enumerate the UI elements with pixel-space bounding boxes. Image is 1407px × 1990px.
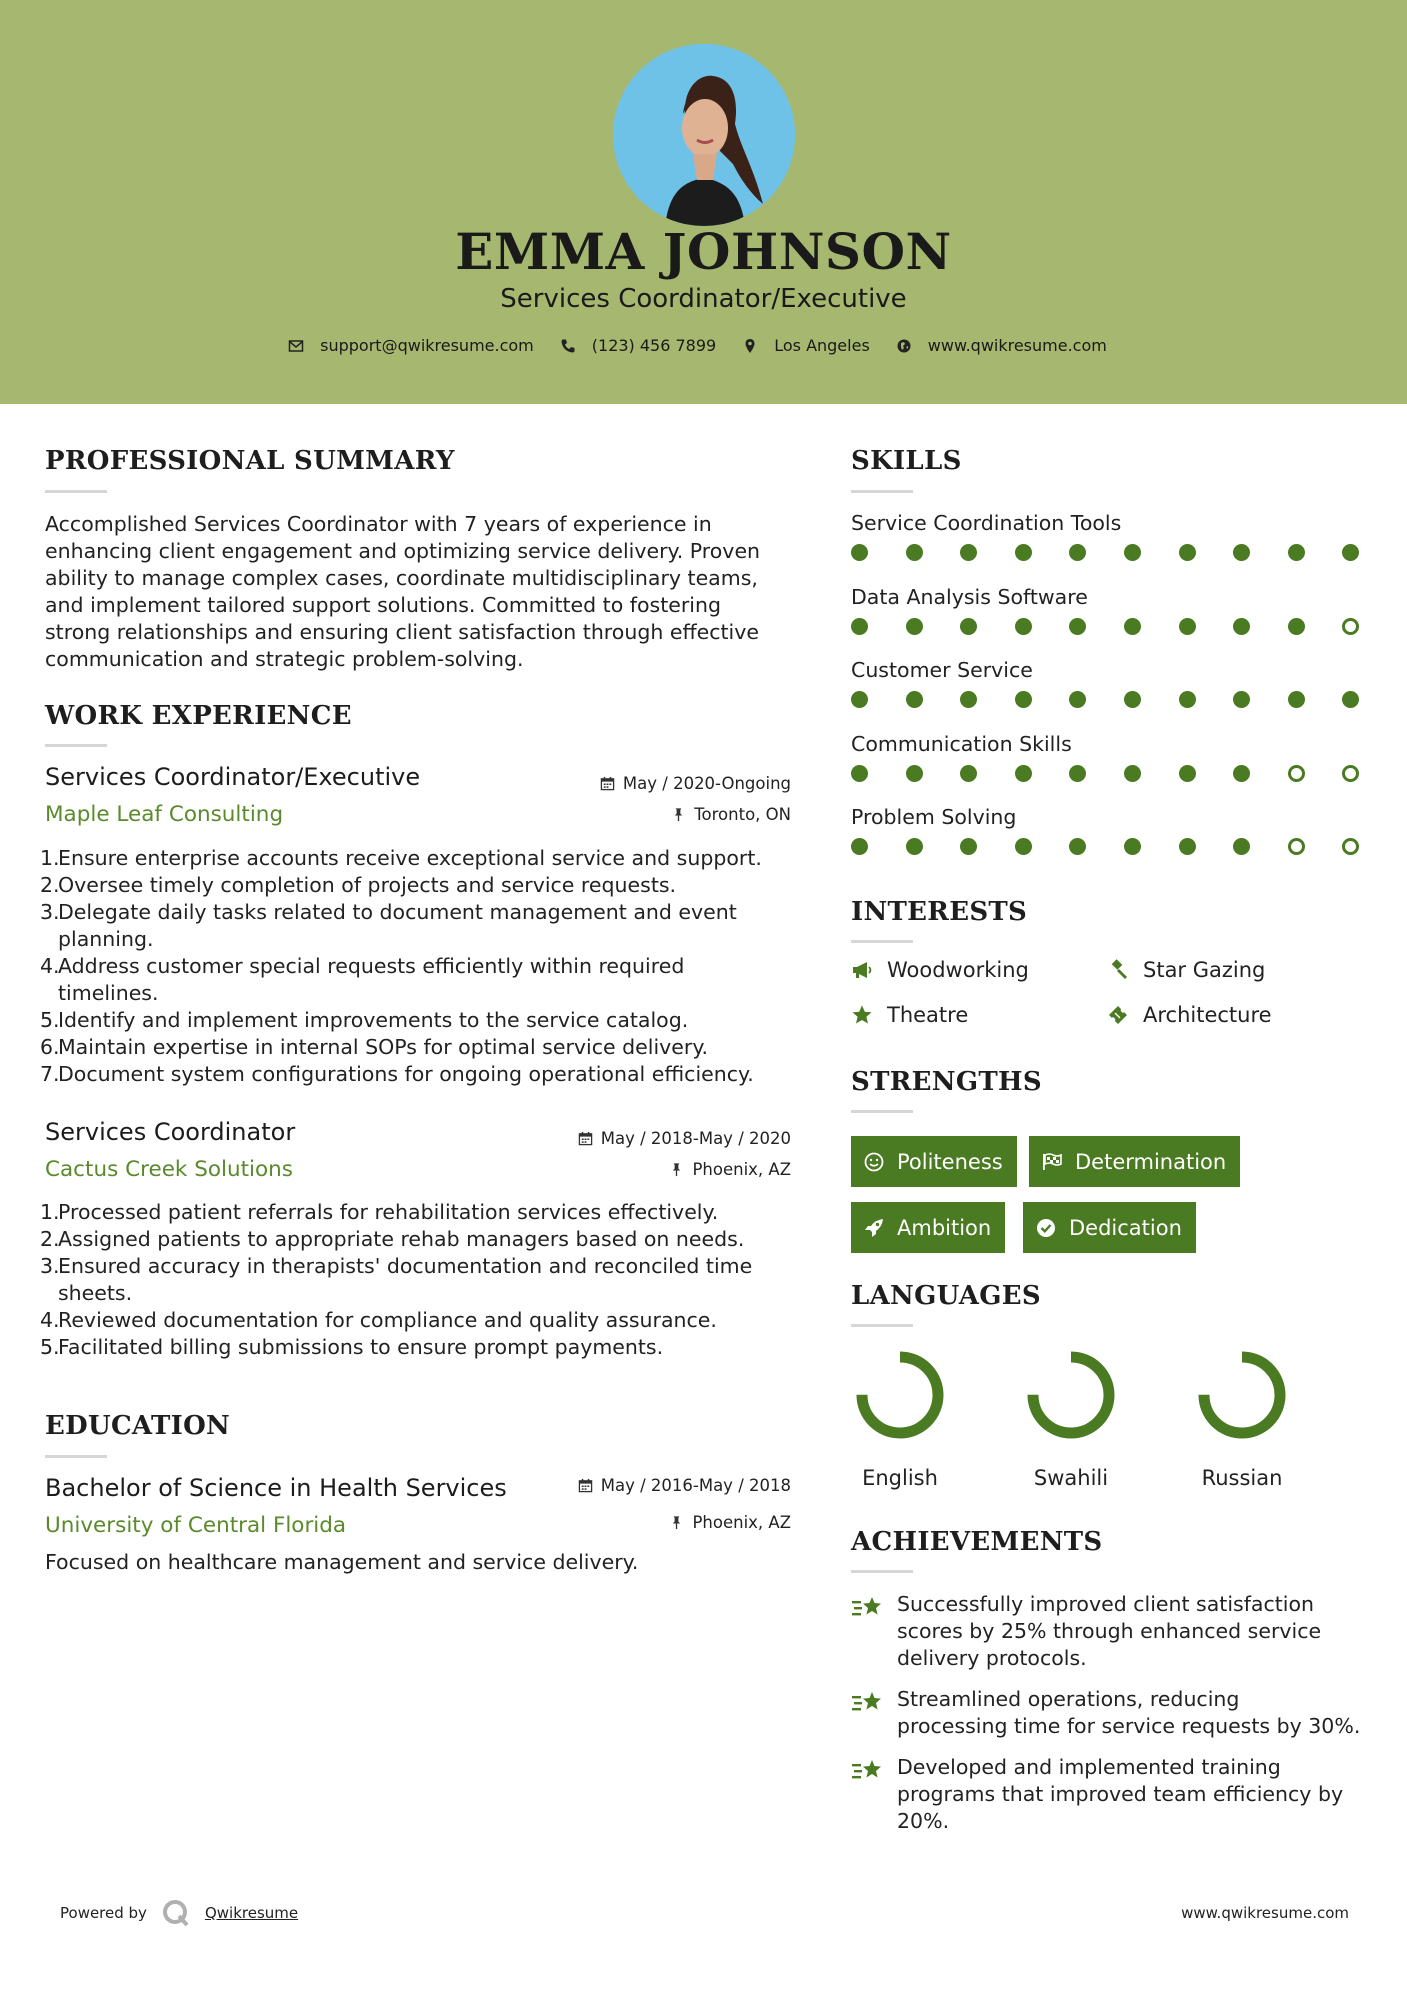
skill-dot-filled	[960, 691, 977, 708]
interests-heading: INTERESTS	[851, 897, 1028, 927]
job-title: Services Coordinator	[45, 1118, 296, 1146]
skill-dot-filled	[906, 838, 923, 855]
achievement-item	[851, 1754, 1371, 1835]
skill-dot-filled	[851, 838, 868, 855]
skill-dot-filled	[1069, 544, 1086, 561]
work-heading: WORK EXPERIENCE	[45, 701, 352, 731]
calendar-icon	[578, 1478, 593, 1493]
achievements-heading: ACHIEVEMENTS	[851, 1527, 1103, 1557]
education-divider	[45, 1455, 107, 1458]
skill-dot-filled	[960, 838, 977, 855]
job-location	[560, 805, 791, 824]
list-item: 2. Assigned patients to appropriate rehab managers based on needs.	[40, 1227, 745, 1251]
skill-name: Communication Skills	[851, 731, 1072, 756]
interest-label: Theatre	[887, 1003, 969, 1027]
skill-dot-filled	[851, 765, 868, 782]
skill-dot-empty	[1288, 765, 1305, 782]
phone-icon	[560, 338, 576, 354]
achievement-item	[851, 1591, 1371, 1672]
skill-dot-filled	[1015, 544, 1032, 561]
gavel-icon	[1107, 959, 1129, 981]
list-item: 6. Maintain expertise in internal SOPs for optimal service delivery.	[40, 1035, 709, 1059]
strength-label: Ambition	[897, 1215, 992, 1240]
smile-icon	[863, 1151, 885, 1173]
job-duties-list	[40, 845, 820, 1088]
language-level-arc	[1033, 1357, 1109, 1433]
powered-by-text: Powered by	[60, 1904, 147, 1922]
skill-name: Customer Service	[851, 658, 1033, 682]
skill-dot-filled	[1342, 691, 1359, 708]
envelope-icon	[288, 338, 304, 354]
strength-label: Politeness	[897, 1149, 1003, 1174]
skill-name: Problem Solving	[851, 805, 1017, 829]
languages-divider	[851, 1324, 913, 1327]
resume-header	[0, 0, 1407, 404]
globe-icon	[896, 338, 912, 354]
phone-text: (123) 456 7899	[591, 336, 717, 355]
footer-powered-by	[60, 1898, 298, 1928]
skill-dot-filled	[851, 544, 868, 561]
interest-label: Star Gazing	[1143, 958, 1266, 982]
skill-dot-filled	[1288, 691, 1305, 708]
job-company: Maple Leaf Consulting	[45, 802, 284, 827]
skill-dot-filled	[906, 691, 923, 708]
skill-dot-filled	[1179, 838, 1196, 855]
achievement-text: Streamlined operations, reducing processing time for service requests by 30%.	[897, 1687, 1361, 1738]
skill-name: Service Coordination Tools	[851, 511, 1122, 535]
education-dates	[540, 1476, 791, 1495]
summary-line: communication and strategic problem-solving.	[45, 647, 524, 671]
skill-dot-filled	[1233, 691, 1250, 708]
language-ring	[855, 1350, 945, 1440]
strengths-divider	[851, 1110, 913, 1113]
profile-photo	[613, 44, 795, 226]
skill-dot-filled	[1124, 765, 1141, 782]
pushpin-icon	[669, 1162, 684, 1177]
job-company: Cactus Creek Solutions	[45, 1157, 294, 1182]
rocket-icon	[863, 1217, 885, 1239]
skill-dot-filled	[1288, 544, 1305, 561]
skill-dot-filled	[1342, 544, 1359, 561]
list-item: 1. Processed patient referrals for rehabilitation services effectively.	[40, 1200, 719, 1224]
skill-dot-filled	[1069, 838, 1086, 855]
skill-dot-filled	[906, 765, 923, 782]
shooting-star-icon	[851, 1756, 885, 1786]
skill-dot-filled	[1233, 618, 1250, 635]
strength-tag	[1023, 1202, 1196, 1253]
language-name: Russian	[1201, 1466, 1283, 1490]
summary-text	[45, 511, 805, 673]
calendar-icon	[600, 776, 615, 791]
education-note: Focused on healthcare management and service delivery.	[45, 1550, 639, 1574]
map-pin-icon	[742, 338, 758, 354]
strength-tag	[851, 1136, 1017, 1187]
skill-dot-filled	[1015, 838, 1032, 855]
skill-dot-filled	[851, 618, 868, 635]
skill-dot-filled	[1233, 765, 1250, 782]
list-item: 7. Document system configurations for ongoing operational efficiency.	[40, 1062, 754, 1086]
strength-tag	[1029, 1136, 1240, 1187]
job-dates-text: May / 2018-May / 2020	[600, 1129, 791, 1148]
skill-dot-filled	[1015, 691, 1032, 708]
achievement-item	[851, 1686, 1371, 1740]
interests-divider	[851, 940, 913, 943]
skill-dot-filled	[1233, 838, 1250, 855]
skill-dot-filled	[1288, 618, 1305, 635]
summary-line: Accomplished Services Coordinator with 7 years of experience in	[45, 512, 712, 536]
skill-dot-filled	[1069, 691, 1086, 708]
ticket-icon	[1107, 1004, 1129, 1026]
footer-site-link[interactable]: www.qwikresume.com	[1181, 1904, 1349, 1922]
skill-dot-empty	[1288, 838, 1305, 855]
list-item: 5. Identify and implement improvements to the service catalog.	[40, 1008, 689, 1032]
megaphone-icon	[851, 959, 873, 981]
skill-dot-filled	[960, 765, 977, 782]
achievement-text: Developed and implemented training programs that improved team efficiency by 20%.	[897, 1755, 1344, 1833]
job-dates-text: May / 2020-Ongoing	[622, 774, 791, 793]
language-name: English	[862, 1466, 938, 1490]
summary-line: and implement tailored support solutions. Committed to fostering	[45, 593, 721, 617]
skills-divider	[851, 490, 913, 493]
interest-item	[851, 958, 1029, 982]
interest-label: Architecture	[1143, 1003, 1272, 1027]
skill-dot-filled	[1124, 544, 1141, 561]
skill-dot-filled	[1124, 691, 1141, 708]
skill-dot-empty	[1342, 618, 1359, 635]
skill-dot-empty	[1342, 838, 1359, 855]
flag-icon	[1041, 1151, 1063, 1173]
list-item: 3. Delegate daily tasks related to document management and event planning.	[40, 900, 737, 951]
strength-label: Dedication	[1069, 1215, 1182, 1240]
list-item: 1. Ensure enterprise accounts receive exceptional service and support.	[40, 846, 762, 870]
skill-dot-filled	[1124, 618, 1141, 635]
qwikresume-logo-icon	[161, 1898, 191, 1928]
skill-dot-filled	[960, 544, 977, 561]
contact-location	[742, 336, 870, 355]
education-location	[560, 1513, 791, 1532]
interest-item	[1107, 958, 1265, 982]
job-dates	[540, 1129, 791, 1148]
candidate-name: EMMA JOHNSON	[455, 222, 952, 281]
job-location	[560, 1160, 791, 1179]
check-circle-icon	[1035, 1217, 1057, 1239]
list-item: 2. Oversee timely completion of projects and service requests.	[40, 873, 677, 897]
skill-dot-filled	[1179, 691, 1196, 708]
pushpin-icon	[669, 1515, 684, 1530]
list-item: 4. Address customer special requests efficiently within required timelines.	[40, 954, 685, 1005]
shooting-star-icon	[851, 1688, 885, 1718]
interest-label: Woodworking	[887, 958, 1029, 982]
calendar-icon	[578, 1131, 593, 1146]
summary-divider	[45, 490, 107, 493]
website-text: www.qwikresume.com	[927, 336, 1107, 355]
job-location-text: Toronto, ON	[694, 805, 791, 824]
skill-dot-filled	[1124, 838, 1141, 855]
list-item: 5. Facilitated billing submissions to ensure prompt payments.	[40, 1335, 664, 1359]
list-item: 3. Ensured accuracy in therapists' documentation and reconciled time sheets.	[40, 1254, 753, 1305]
summary-line: strong relationships and ensuring client satisfaction through effective	[45, 620, 759, 644]
job-location-text: Phoenix, AZ	[692, 1160, 791, 1179]
profile-photo-graphic	[613, 44, 795, 226]
achievements-divider	[851, 1570, 913, 1573]
contact-website[interactable]	[896, 336, 1107, 355]
skill-dot-filled	[906, 618, 923, 635]
skill-dot-filled	[1015, 765, 1032, 782]
location-text: Los Angeles	[774, 336, 870, 355]
shooting-star-icon	[851, 1593, 885, 1623]
skill-dot-filled	[1069, 618, 1086, 635]
skill-dot-filled	[960, 618, 977, 635]
summary-line: enhancing client engagement and optimizing service delivery. Proven	[45, 539, 761, 563]
language-ring	[1026, 1350, 1116, 1440]
work-divider	[45, 744, 107, 747]
education-heading: EDUCATION	[45, 1411, 231, 1441]
language-level-arc	[862, 1357, 938, 1433]
skill-dot-filled	[851, 691, 868, 708]
interest-item	[851, 1003, 968, 1027]
strength-tag	[851, 1202, 1005, 1253]
languages-heading: LANGUAGES	[851, 1281, 1041, 1311]
job-dates	[560, 774, 791, 793]
candidate-title: Services Coordinator/Executive	[500, 284, 907, 314]
star-icon	[851, 1004, 873, 1026]
job-title: Services Coordinator/Executive	[45, 763, 421, 791]
pushpin-icon	[671, 807, 686, 822]
skill-dot-filled	[1015, 618, 1032, 635]
skill-name: Data Analysis Software	[851, 584, 1088, 609]
language-level-arc	[1204, 1357, 1280, 1433]
list-item: 4. Reviewed documentation for compliance and quality assurance.	[40, 1308, 717, 1332]
skill-dot-filled	[1179, 544, 1196, 561]
job-duties-list	[40, 1199, 820, 1361]
contact-bar	[0, 336, 1407, 355]
skill-dot-filled	[906, 544, 923, 561]
skill-dot-filled	[1179, 618, 1196, 635]
strengths-heading: STRENGTHS	[851, 1067, 1042, 1097]
skill-dot-filled	[1233, 544, 1250, 561]
education-location-text: Phoenix, AZ	[692, 1513, 791, 1532]
skill-dot-filled	[1179, 765, 1196, 782]
degree-title: Bachelor of Science in Health Services	[45, 1474, 507, 1502]
contact-phone[interactable]	[560, 336, 716, 355]
language-ring	[1197, 1350, 1287, 1440]
qwikresume-link[interactable]: Qwikresume	[204, 1904, 299, 1922]
strength-label: Determination	[1075, 1149, 1227, 1174]
education-dates-text: May / 2016-May / 2018	[600, 1476, 791, 1495]
contact-email[interactable]	[288, 336, 534, 355]
school-name: University of Central Florida	[45, 1513, 347, 1538]
summary-line: ability to manage complex cases, coordinate multidisciplinary teams,	[45, 566, 758, 590]
skill-dot-filled	[1069, 765, 1086, 782]
language-name: Swahili	[1033, 1466, 1109, 1490]
summary-heading: PROFESSIONAL SUMMARY	[45, 446, 455, 476]
achievement-text: Successfully improved client satisfaction scores by 25% through enhanced service delivery protocols.	[897, 1592, 1322, 1670]
skills-heading: SKILLS	[851, 446, 962, 476]
skill-dot-empty	[1342, 765, 1359, 782]
interest-item	[1107, 1003, 1272, 1027]
email-text: support@qwikresume.com	[320, 336, 534, 355]
